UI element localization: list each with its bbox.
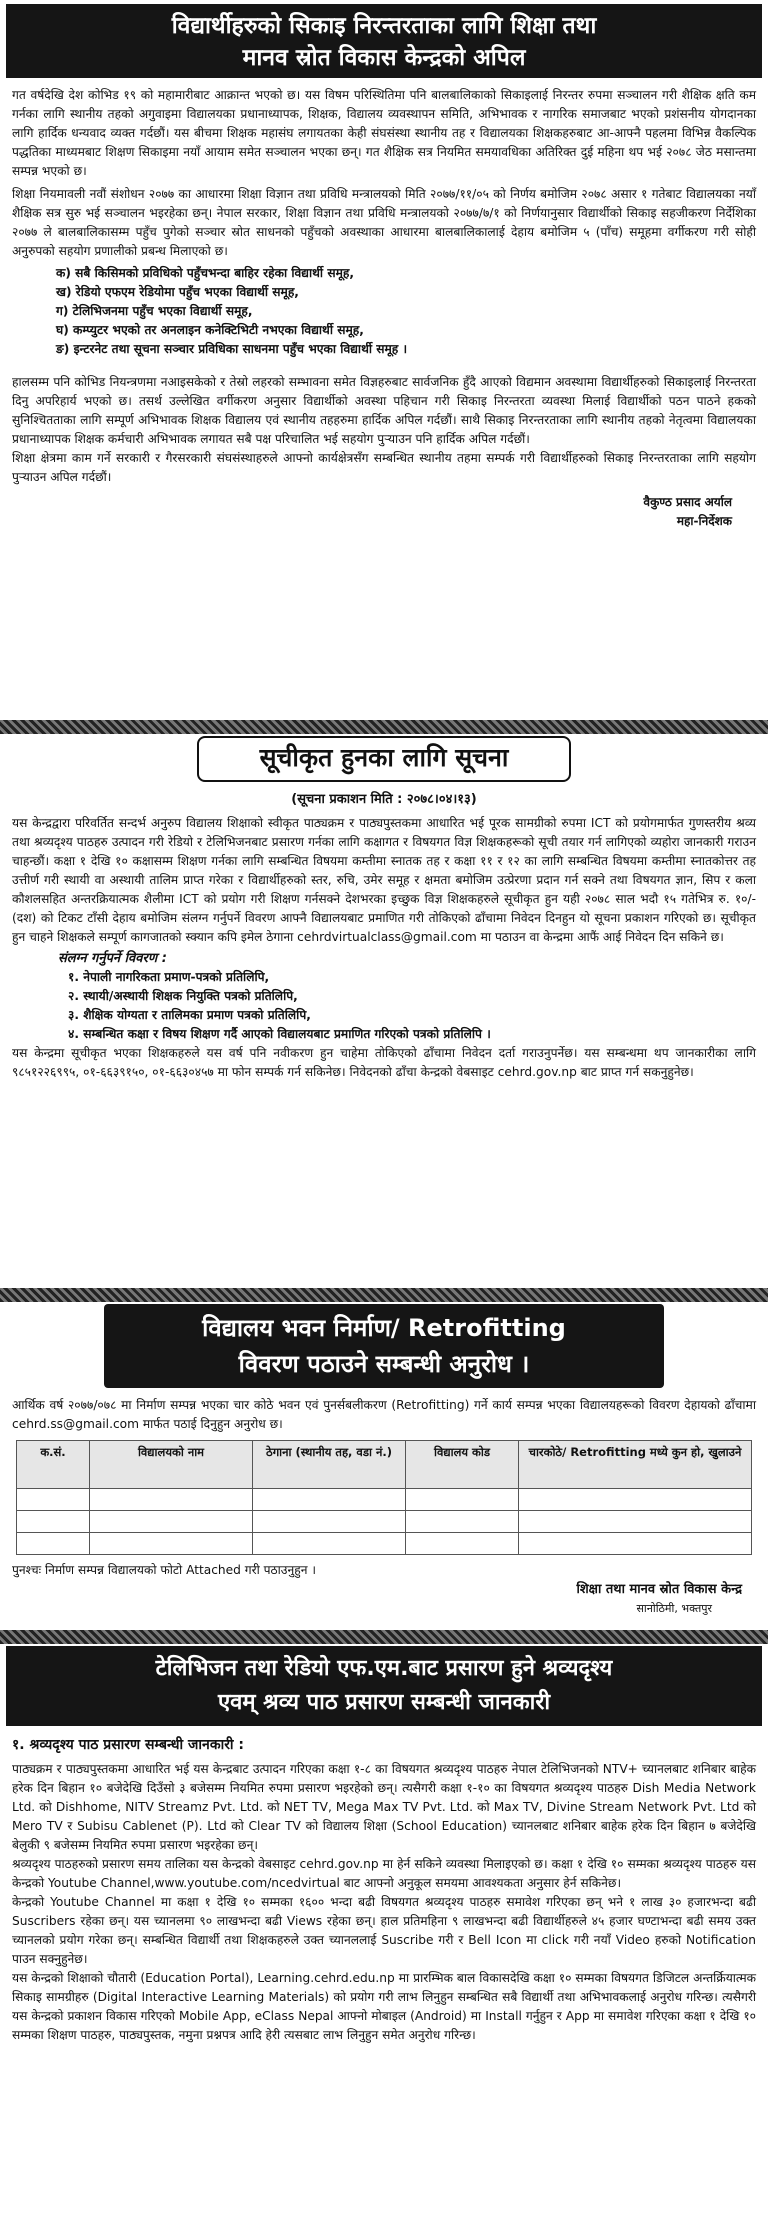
- broadcast-title-banner: [6, 1646, 762, 1726]
- list-item: ङ) इन्टरनेट तथा सूचना सञ्चार प्रविधिका साधनमा पहुँच भएका विद्यार्थी समूह ।: [56, 342, 408, 356]
- signature-block: [6, 493, 762, 531]
- retrofit-signature: [6, 1580, 762, 1618]
- signatory-title: महा-निर्देशक: [676, 514, 732, 528]
- list-item: ख) रेडियो एफएम रेडियोमा पहुँच भएका विद्यार्थी समूह,: [56, 285, 299, 299]
- list-item: क) सबै किसिमको प्रविधिको पहुँचभन्दा बाहिर रहेका विद्यार्थी समूह,: [56, 266, 354, 280]
- retrofit-form-table: [16, 1440, 752, 1555]
- list-item: १. नेपाली नागरिकता प्रमाण-पत्रको प्रतिलिपि,: [68, 970, 270, 984]
- notice-section: [6, 736, 762, 1082]
- signatory-name: वैकुण्ठ प्रसाद अर्याल: [643, 495, 732, 509]
- appeal-paragraph: शिक्षा नियमावली नवौं संशोधन २०७७ का आधारमा शिक्षा विज्ञान तथा प्रविधि मन्त्रालयको मिति २०७७/११/०५ को निर्णय बमोजिम २०७८ असार १ गतेबाट विद्यालयका नयाँ शैक्षिक सत्र सुरु भई सञ्चालन भइरहेका छन्। नेपाल सरकार, शिक्षा विज्ञान तथा प्रविधि मन्त्रालयको २०७७/७/१ को निर्णयानुसार विद्यार्थीको सिकाइ सहजीकरण निर्देशिका २०७७ ले बालबालिकासम्म पहुँच पुगेको सञ्चार स्रोत साधनको पहुँचको अवस्थाका आधारमा बालबालिकालाई देहाय बमोजिम ५ (पाँच) समूहमा वर्गीकरण गरी सोही अनुरुपको सहयोग प्रणालीको प्रबन्ध मिलाएको छ।: [12, 187, 756, 258]
- table-row: [17, 1533, 752, 1555]
- retrofit-title-banner: [104, 1304, 664, 1388]
- broadcast-title-line1: टेलिभिजन तथा रेडियो एफ.एम.बाट प्रसारण हुने श्रव्यदृश्य: [155, 1656, 613, 1681]
- appeal-title-line1: विद्यार्थीहरुको सिकाइ निरन्तरताका लागि शिक्षा तथा: [171, 13, 597, 39]
- list-item: घ) कम्प्युटर भएको तर अनलाइन कनेक्टिभिटी नभएका विद्यार्थी समूह,: [56, 323, 364, 337]
- table-row: [17, 1511, 752, 1533]
- table-header: ठेगाना (स्थानीय तह, वडा नं.): [253, 1441, 406, 1489]
- broadcast-section: [6, 1646, 762, 2045]
- appeal-paragraph: हालसम्म पनि कोभिड नियन्त्रणमा नआइसकेको र तेस्रो लहरको सम्भावना समेत विज्ञहरुबाट सार्वजनिक हुँदै आएको विद्यमान अवस्थामा विद्यार्थीहरुको सिकाइलाई निरन्तरता दिनु अपरिहार्य भएको छ। तसर्थ उल्लेखित वर्गीकरण अनुसार विद्यार्थीको अवस्था पहिचान गरी सिकाइ निरन्तरता व्यवस्था मिलाई विद्यार्थीको पठन पाठने हकको सुनिश्चितताका लागि सम्पूर्ण अभिभावक शिक्षक विद्यालय एवं स्थानीय तहहरुमा हार्दिक अपिल गर्दछौं। साथै सिकाइ निरन्तरताका लागि स्थानीय तहको नेतृत्वमा विद्यालयका प्रधानाध्यापक शिक्षक कर्मचारी अभिभावक लगायत सबै पक्ष परिचालित भई सहयोग पुऱ्याउन पनि हार्दिक अपिल गर्दछौं।: [12, 375, 756, 446]
- appeal-group-list: [6, 264, 762, 359]
- retrofit-paragraph: आर्थिक वर्ष २०७७/०७८ मा निर्माण सम्पन्न भएका चार कोठे भवन एवं पुनर्सबलीकरण (Retrofitting) गर्ने कार्य सम्पन्न भएका विद्यालयहरूको विवरण देहायको ढाँचामा cehrd.ss@gmail.com मार्फत पठाई दिनुहुन अनुरोध छ।: [12, 1398, 756, 1431]
- table-header: विद्यालय कोड: [406, 1441, 519, 1489]
- notice-paragraph: यस केन्द्रद्वारा परिवर्तित सन्दर्भ अनुरुप विद्यालय शिक्षाको स्वीकृत पाठ्यक्रम र पाठ्यपुस्तकमा आधारित भई पूरक सामग्रीको रुपमा ICT को प्रयोगमार्फत गुणस्तरीय श्रव्य तथा श्रव्यदृश्य पाठहरु उत्पादन गरी रेडियो र टेलिभिजनबाट प्रसारण गर्नका लागि कक्षागत र विषयगत विज्ञ शिक्षकहरूको सूची तयार गर्न लागिएको व्यहोरा जानकारी गराउन चाहन्छौं। कक्षा १ देखि १० कक्षासम्म शिक्षण गर्नका लागि सम्बन्धित विषयमा कम्तीमा स्नातक तह र कक्षा ११ र १२ का लागि सम्बन्धित विषयमा कम्तीमा स्नातकोत्तर तह उत्तीर्ण गरी स्थायी वा अस्थायी तालिम प्राप्त गरेका र विद्यार्थीहरुको स्तर, रुचि, उमेर समूह र क्षमता बमोजिम उत्प्रेरणा प्रदान गर्न सक्ने तथा विषयगत ज्ञान, सिप र कला कौशलसहित अन्तरक्रियात्मक शैलीमा ICT को प्रयोग गरी शिक्षण गर्नसक्ने देशभरका इच्छुक विज्ञ शिक्षकहरुले सूचीकृत हुन यही २०७८ साल भदौ १५ गतेभित्र रु. १०/- (दश) को टिकट टाँसी देहाय बमोजिम संलग्न गर्नुपर्ने विवरण आफ्नै विद्यालयबाट प्रमाणित गरी तोकिएको ढाँचामा निवेदन दिनहुन यो सूचना प्रकाशन गरिएको छ। सूचीकृत हुन चाहने शिक्षकले सम्पूर्ण कागजातको स्क्यान कपि इमेल ठेगाना cehrdvirtualclass@gmail.com मा पठाउन वा केन्द्रमा आफैं आई निवेदन दिन सकिने छ।: [12, 816, 756, 944]
- table-header: क.सं.: [17, 1441, 90, 1489]
- sign-place: सानोठिमी, भक्तपुर: [636, 1602, 712, 1615]
- notice-date: (सूचना प्रकाशन मिति : २०७८।०४।१३): [291, 792, 477, 807]
- broadcast-paragraph: श्रव्यदृश्य पाठहरुको प्रसारण समय तालिका यस केन्द्रको वेबसाइट cehrd.gov.np मा हेर्न सकिने व्यवस्था मिलाइएको छ। कक्षा १ देखि १० सम्मका श्रव्यदृश्य पाठहरु यस केन्द्रको Youtube Channel,www.youtube.com/ncedvirtual बाट आफ्नो अनुकूल समयमा आवश्यकता अनुसार हेर्न सकिनेछ।: [12, 1857, 756, 1890]
- list-item: ३. शैक्षिक योग्यता र तालिमका प्रमाण पत्रको प्रतिलिपि,: [68, 1008, 311, 1022]
- list-item: ४. सम्बन्धित कक्षा र विषय शिक्षण गर्दै आएको विद्यालयबाट प्रमाणित गरिएको पत्रको प्रतिलिपि ।: [68, 1027, 491, 1041]
- notice-paragraph: यस केन्द्रमा सूचीकृत भएका शिक्षकहरुले यस वर्ष पनि नवीकरण हुन चाहेमा तोकिएको ढाँचामा निवेदन दर्ता गराउनुपर्नेछ। यस सम्बन्धमा थप जानकारीका लागि ९८५१२२६९९५, ०१-६६३९१५०, ०१-६६३०४५७ मा फोन सम्पर्क गर्न सकिनेछ। निवेदनको ढाँचा केन्द्रको वेबसाइट cehrd.gov.np बाट प्राप्त गर्न सकनुहुनेछ।: [12, 1046, 756, 1079]
- table-header: चारकोठे/ Retrofitting मध्ये कुन हो, खुलाउने: [519, 1441, 752, 1489]
- broadcast-subheading: १. श्रव्यदृश्य पाठ प्रसारण सम्बन्धी जानकारी :: [12, 1737, 245, 1753]
- table-header: विद्यालयको नाम: [90, 1441, 253, 1489]
- attachment-list: [6, 949, 762, 1044]
- retrofit-title-line2: विवरण पठाउने सम्बन्धी अनुरोध ।: [238, 1350, 530, 1378]
- list-item: २. स्थायी/अस्थायी शिक्षक नियुक्ति पत्रको प्रतिलिपि,: [68, 989, 298, 1003]
- list-item: ग) टेलिभिजनमा पहुँच भएका विद्यार्थी समूह,: [56, 304, 253, 318]
- divider: [0, 1630, 768, 1644]
- attachment-heading: संलग्न गर्नुपर्ने विवरण :: [58, 951, 167, 966]
- appeal-paragraph: गत वर्षदेखि देश कोभिड १९ को महामारीबाट आक्रान्त भएको छ। यस विषम परिस्थितिमा पनि बालबालिकाको सिकाइलाई निरन्तर रुपमा सञ्चालन गरी शैक्षिक क्षति कम गर्नका लागि स्थानीय तहको अगुवाइमा विद्यालयका प्रधानाध्यापक, शिक्षक, विद्यालय व्यवस्थापन समिति, अभिभावक र नागरिक समाजबाट भएको प्रशंसनीय योगदानका लागि हार्दिक धन्यवाद व्यक्त गर्दछौं। यस बीचमा शिक्षक महासंघ लगायतका केही संघसंस्था स्थानीय तह र विद्यालयका शिक्षकहरुबाट आ-आफ्नै पहलमा विभिन्न वैकल्पिक पद्धतिका माध्यमबाट शिक्षण सिकाइमा नयाँ आयाम समेत सञ्चालन भएका छन्। गत शैक्षिक सत्र नियमित समयावधिका अतिरिक्त दुई महिना थप भई २०७८ जेठ मसान्तमा सम्पन्न भएको छ।: [12, 88, 756, 178]
- retrofit-section: [6, 1304, 762, 1618]
- broadcast-paragraph: यस केन्द्रको शिक्षाको चौतारी (Education Portal), Learning.cehrd.edu.np मा प्रारम्भिक बाल विकासदेखि कक्षा १० सम्मका विषयगत डिजिटल अन्तर्क्रियात्मक सिकाइ सामग्रीहरु (Digital Interactive Learning Materials) को प्रयोग गरी लाभ लिनुहुन सम्बन्धित सबै विद्यार्थी तथा अभिभावकलाई अनुरोध गरिन्छ। त्यसैगरी यस केन्द्रको प्रकाशन विकास गरिएको Mobile App, eClass Nepal आफ्नो मोबाइल (Android) मा Install गर्नुहुन र App मा समावेश गरिएका कक्षा १ देखि १० सम्मका शिक्षण पाठहरु, पाठ्यपुस्तक, नमुना प्रश्नपत्र आदि हेरी त्यसबाट लाभ लिनुहुन समेत अनुरोध गरिन्छ।: [12, 1971, 756, 2042]
- broadcast-title-line2: एवम् श्रव्य पाठ प्रसारण सम्बन्धी जानकारी: [217, 1690, 551, 1715]
- sign-organization: शिक्षा तथा मानव स्रोत विकास केन्द्र: [576, 1582, 742, 1597]
- table-row: [17, 1489, 752, 1511]
- appeal-title-line2: मानव स्रोत विकास केन्द्रको अपिल: [242, 45, 526, 71]
- broadcast-paragraph: केन्द्रको Youtube Channel मा कक्षा १ देखि १० सम्मका १६०० भन्दा बढी विषयगत श्रव्यदृश्य पाठहरु समावेश गरिएका छन् भने १ लाख ३० हजारभन्दा बढी Suscribers रहेका छन्। यस च्यानलमा ९० लाखभन्दा बढी Views रहेका छन्। हाल प्रतिमहिना ९ लाखभन्दा बढी विद्यार्थीहरुले ४५ हजार घण्टाभन्दा बढी समय उक्त च्यानलको प्रयोग गरेका छन्। सम्बन्धित विद्यार्थी तथा शिक्षकहरुले उक्त च्यानललाई Suscribe गरी र Bell Icon मा click गरी नयाँ Video हरुको Notification पाउन सक्नुहुनेछ।: [12, 1895, 756, 1966]
- notice-title: सूचीकृत हुनका लागि सूचना: [197, 736, 571, 782]
- appeal-paragraph: शिक्षा क्षेत्रमा काम गर्ने सरकारी र गैरसरकारी संघसंस्थाहरुले आफ्नो कार्यक्षेत्रसँग सम्बन्धित स्थानीय तहमा सम्पर्क गरी विद्यार्थीहरुको सिकाइ निरन्तरताका लागि सहयोग पुऱ्याउन अपिल गर्दछौं।: [12, 451, 756, 484]
- appeal-section: [6, 4, 762, 531]
- divider: [0, 1288, 768, 1302]
- retrofit-title-line1: विद्यालय भवन निर्माण/ Retrofitting: [202, 1314, 566, 1342]
- appeal-title-banner: [6, 4, 762, 78]
- divider: [0, 720, 768, 734]
- broadcast-paragraph: पाठ्यक्रम र पाठ्यपुस्तकमा आधारित भई यस केन्द्रबाट उत्पादन गरिएका कक्षा १-८ का विषयगत श्रव्यदृश्य पाठहरु नेपाल टेलिभिजनको NTV+ च्यानलबाट शनिबार बाहेक हरेक दिन बिहान १० बजेदेखि दिउँसो ३ बजेसम्म नियमित रुपमा प्रसारण भइरहेको छन्। त्यसैगरी कक्षा १-१० का विषयगत श्रव्यदृश्य पाठहरु Dish Media Network Ltd. को Dishhome, NITV Streamz Pvt. Ltd. को NET TV, Mega Max TV Pvt. Ltd. को Max TV, Divine Stream Network Pvt. Ltd को Mero TV र Subisu Cablenet (P). Ltd को Clear TV को विद्यालय शिक्षा (School Education) च्यानलबाट शनिबार बाहेक हरेक दिन बिहान ७ बजेदेखि बेलुकी ९ बजेसम्म नियमित रुपमा प्रसारण भइरहेका छन्।: [12, 1762, 756, 1852]
- retrofit-note: पुनश्चः निर्माण सम्पन्न विद्यालयको फोटो Attached गरी पठाउनुहुन ।: [12, 1563, 316, 1577]
